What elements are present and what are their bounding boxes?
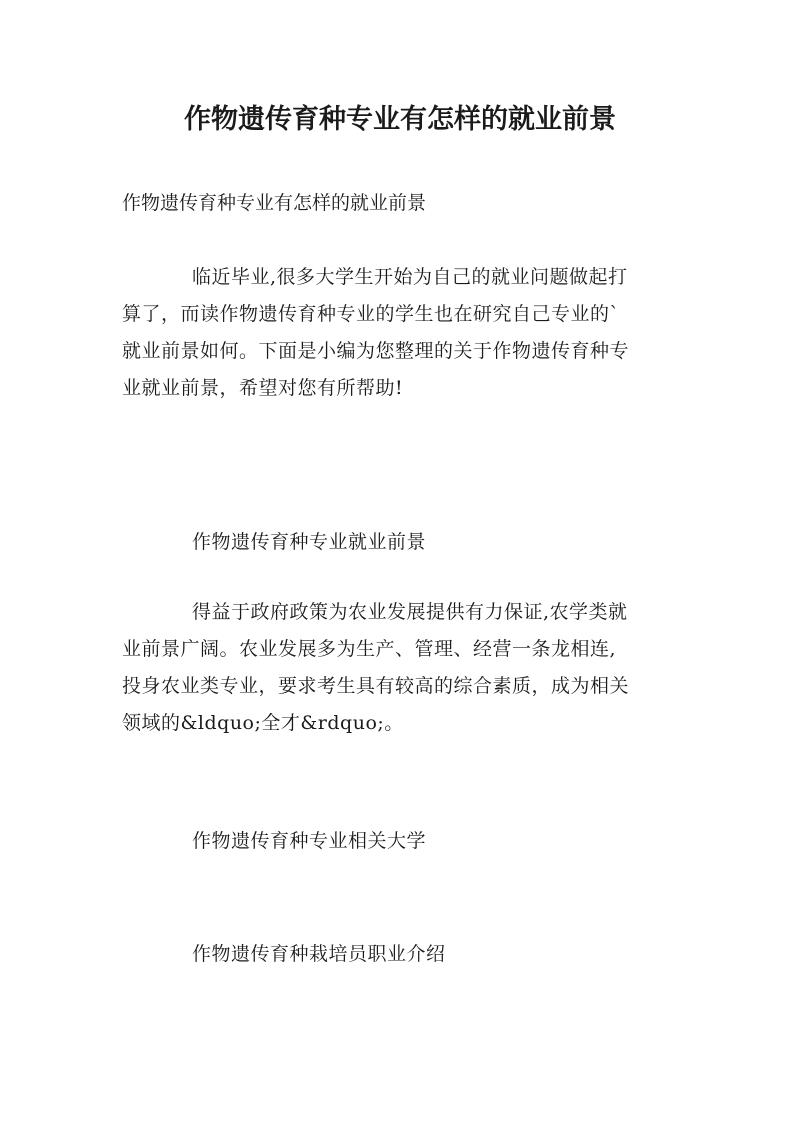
intro-line: 算了，而读作物遗传育种专业的学生也在研究自己专业的` [122, 303, 620, 325]
employment-line: 业前景广阔。农业发展多为生产、管理、经营一条龙相连, [122, 638, 617, 660]
employment-paragraph [122, 594, 692, 742]
section-heading-universities: 作物遗传育种专业相关大学 [192, 830, 427, 852]
section-heading-career: 作物遗传育种栽培员职业介绍 [192, 943, 446, 965]
intro-line: 临近毕业,很多大学生开始为自己的就业问题做起打 [192, 266, 628, 288]
section-heading-employment: 作物遗传育种专业就业前景 [192, 531, 427, 553]
document-title: 作物遗传育种专业有怎样的就业前景 [184, 104, 616, 135]
employment-line: 得益于政府政策为农业发展提供有力保证,农学类就 [192, 601, 628, 623]
employment-line: 投身农业类专业，要求考生具有较高的综合素质，成为相关 [122, 675, 630, 697]
intro-paragraph [122, 259, 692, 407]
intro-line: 就业前景如何。下面是小编为您整理的关于作物遗传育种专 [122, 340, 630, 362]
intro-line: 业就业前景，希望对您有所帮助! [122, 377, 404, 399]
employment-line: 领域的&ldquo;全才&rdquo;。 [122, 712, 404, 734]
document-subtitle: 作物遗传育种专业有怎样的就业前景 [122, 192, 427, 214]
